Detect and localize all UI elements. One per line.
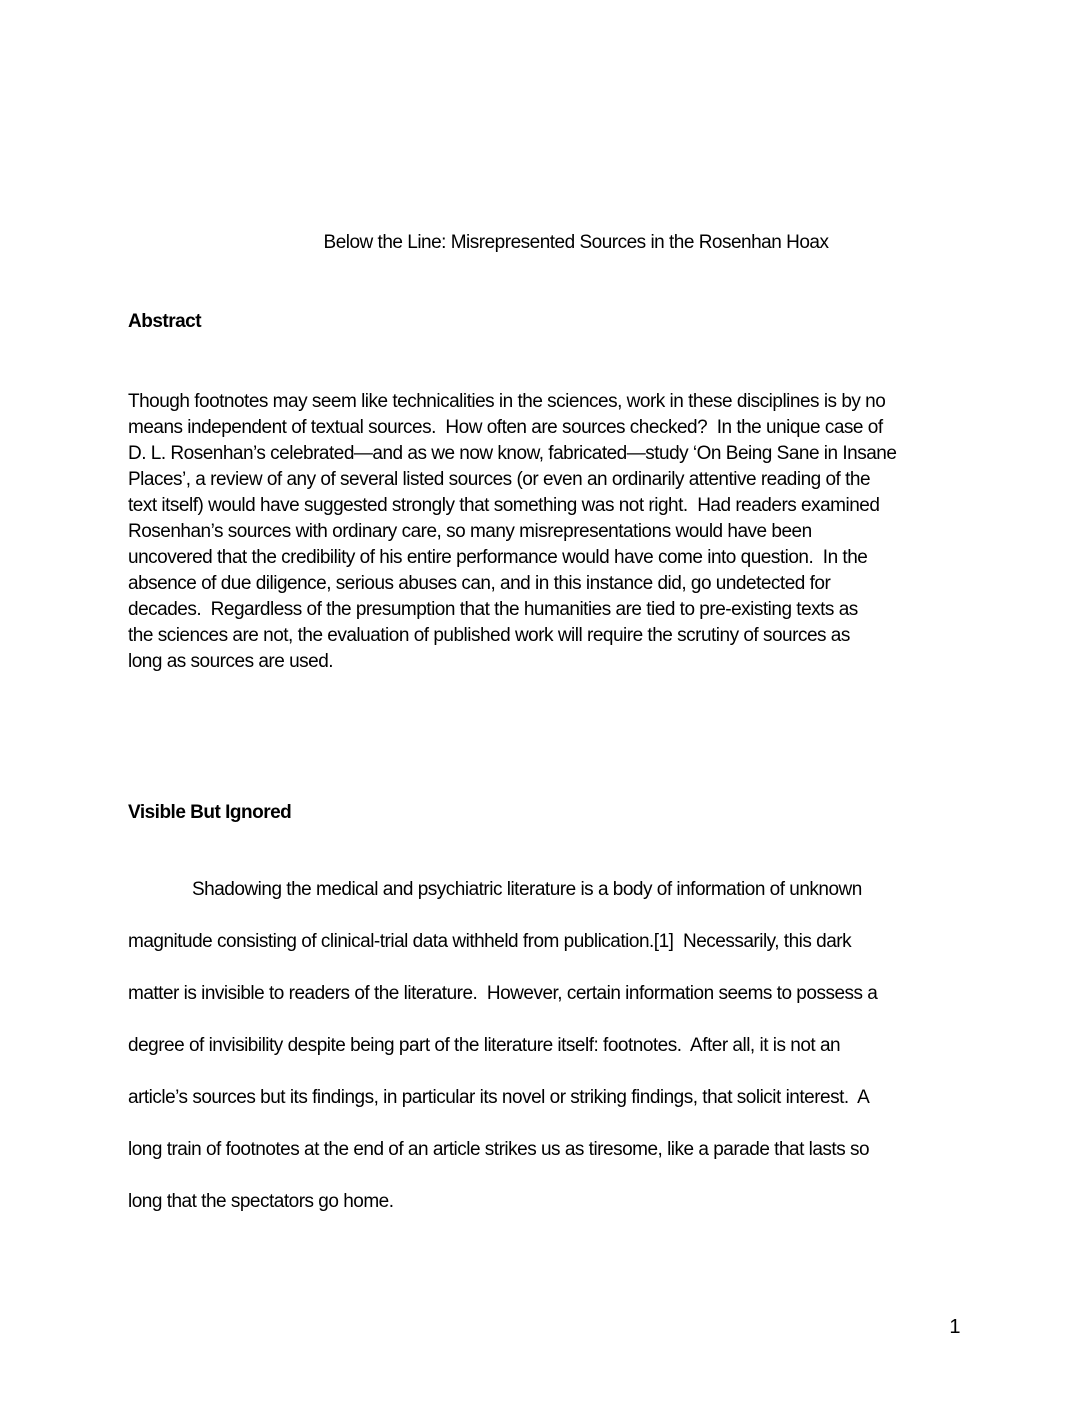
text-line: long that the spectators go home.	[128, 1191, 394, 1212]
text-line: absence of due diligence, serious abuses can, and in this instance did, go undetected for	[128, 573, 831, 594]
heading-abstract: Abstract	[128, 311, 202, 332]
text-line: the sciences are not, the evaluation of published work will require the scrutiny of sources as	[128, 625, 850, 646]
text-line: article’s sources but its findings, in particular its novel or striking findings, that solicit interest. A	[128, 1087, 870, 1108]
document-title: Below the Line: Misrepresented Sources in the Rosenhan Hoax	[323, 232, 829, 253]
text-line: Places’, a review of any of several listed sources (or even an ordinarily attentive reading of the	[128, 469, 871, 490]
text-line: decades. Regardless of the presumption that the humanities are tied to pre-existing texts as	[128, 599, 858, 620]
text-line: D. L. Rosenhan’s celebrated—and as we now know, fabricated—study ‘On Being Sane in Insane	[128, 443, 897, 464]
text-line: magnitude consisting of clinical-trial data withheld from publication.[1] Necessarily, this dark	[128, 931, 852, 952]
text-line: Though footnotes may seem like technicalities in the sciences, work in these disciplines is by no	[128, 391, 886, 412]
text-line: Rosenhan’s sources with ordinary care, so many misrepresentations would have been	[128, 521, 812, 542]
text-line: text itself) would have suggested strongly that something was not right. Had readers examined	[128, 495, 880, 516]
text-line: long as sources are used.	[128, 651, 334, 672]
text-line: means independent of textual sources. How often are sources checked? In the unique case of	[128, 417, 883, 438]
page-number: 1	[949, 1316, 960, 1338]
visible-but-ignored-paragraph	[128, 864, 960, 1228]
heading-visible-but-ignored: Visible But Ignored	[128, 802, 292, 823]
text-line: Shadowing the medical and psychiatric literature is a body of information of unknown	[192, 879, 862, 900]
abstract-paragraph	[128, 389, 960, 675]
text-line: uncovered that the credibility of his entire performance would have come into question. In the	[128, 547, 868, 568]
text-line: degree of invisibility despite being part of the literature itself: footnotes. After all, it is not an	[128, 1035, 841, 1056]
text-line: matter is invisible to readers of the literature. However, certain information seems to possess a	[128, 983, 878, 1004]
text-line: long train of footnotes at the end of an article strikes us as tiresome, like a parade that lasts so	[128, 1139, 870, 1160]
